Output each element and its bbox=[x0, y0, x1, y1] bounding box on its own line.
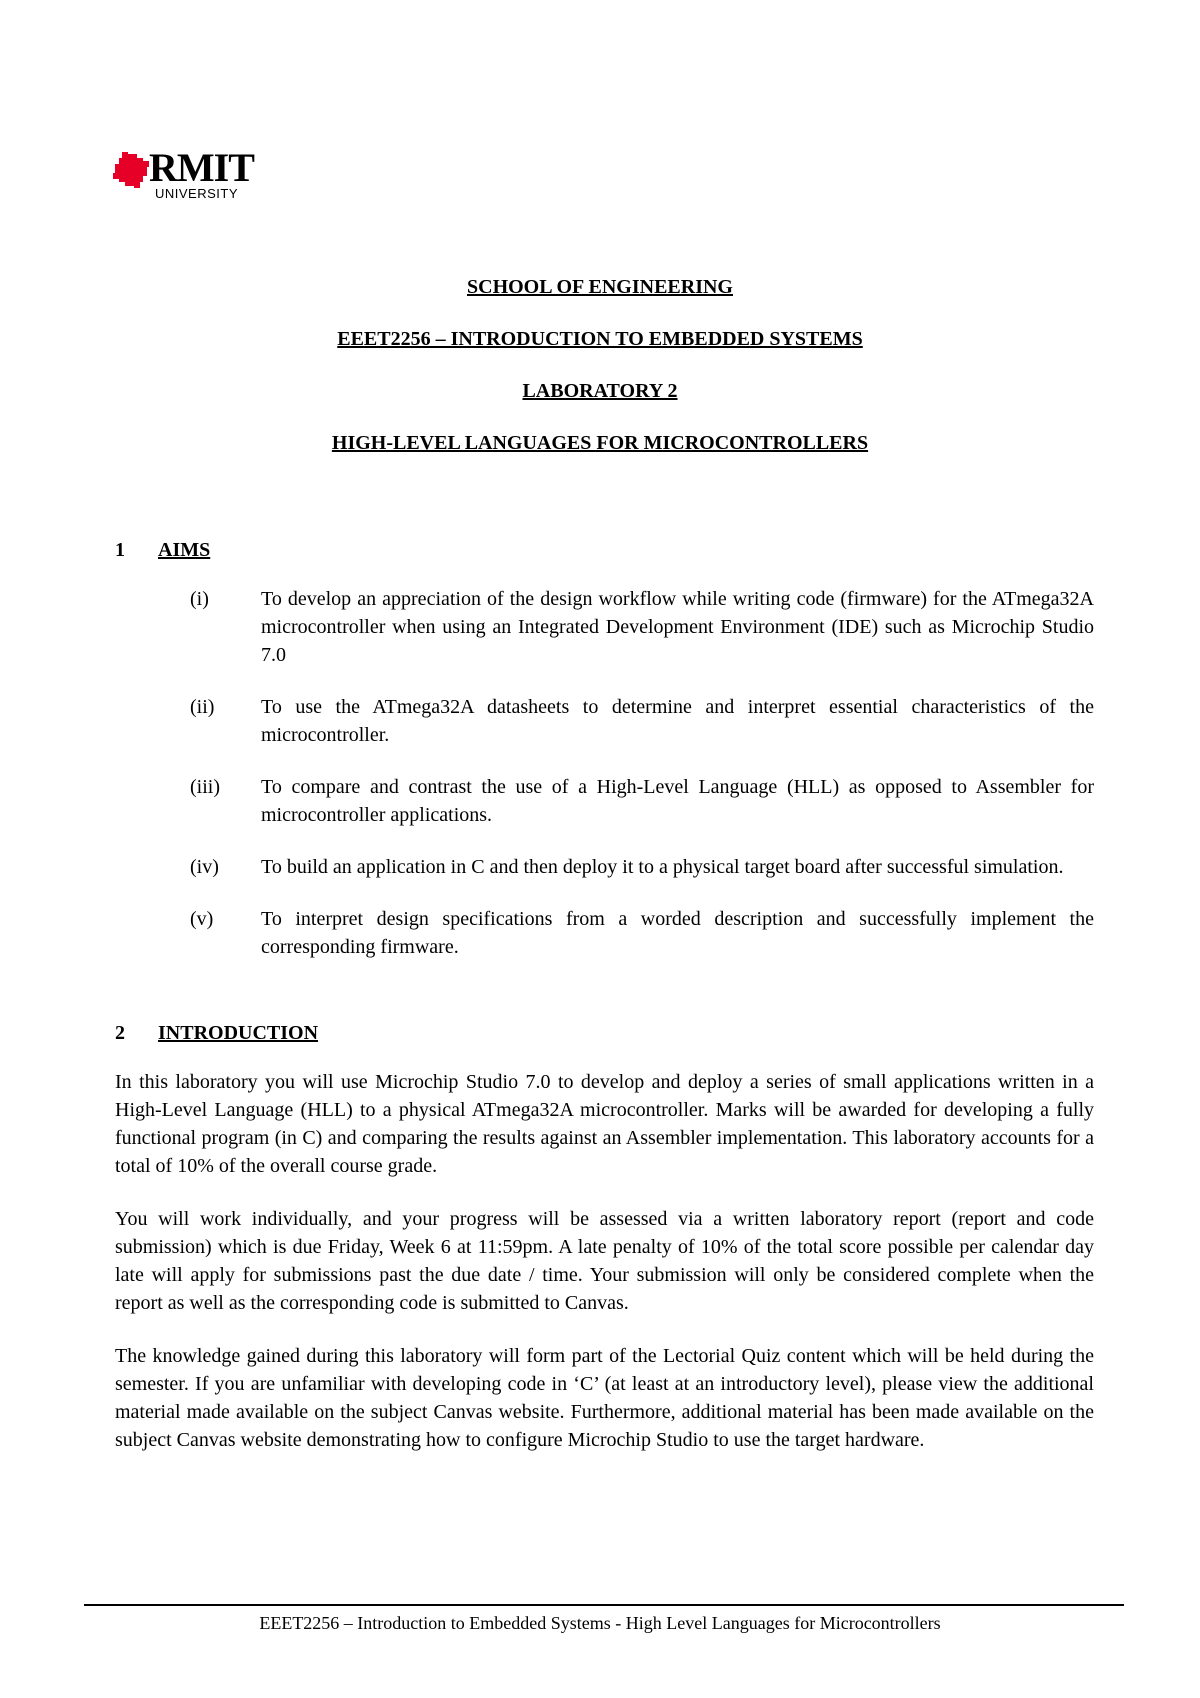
topic-title: HIGH-LEVEL LANGUAGES FOR MICROCONTROLLERS bbox=[331, 432, 869, 454]
aims-heading bbox=[115, 536, 210, 564]
logo-wordmark: RMIT bbox=[149, 145, 254, 190]
paragraph: You will work individually, and your progress will be assessed via a written laboratory report (report and code submission) which is due Friday, Week 6 at 11:59pm. A late penalty of 10% of the total score possible per calendar day late will apply for submissions past the due date / time. Your submission will only be considered complete when the report as well as the corresponding code is submitted to Canvas. bbox=[115, 1208, 1094, 1314]
paragraph: In this laboratory you will use Microchip Studio 7.0 to develop and deploy a series of small applications written in a High-Level Language (HLL) to a physical ATmega32A microcontroller. Marks will be awarded for developing a fully functional program (in C) and comparing the results against an Assembler implementation. This laboratory accounts for a total of 10% of the overall course grade. bbox=[115, 1071, 1094, 1177]
list-item-number: (ii) bbox=[190, 696, 215, 718]
list-item-text: To build an application in C and then deploy it to a physical target board after successful simulation. bbox=[261, 856, 1064, 878]
list-item-text: To develop an appreciation of the design workflow while writing code (firmware) for the ATmega32A microcontroller when using an Integrated Development Environment (IDE) such as Microchip Studio 7.0 bbox=[261, 588, 1094, 666]
paragraph: The knowledge gained during this laboratory will form part of the Lectorial Quiz content which will be held during the semester. If you are unfamiliar with developing code in ‘C’ (at least at an introductory level), please view the additional material made available on the subject Canvas website. Furthermore, additional material has been made available on the subject Canvas website demonstrating how to configure Microchip Studio to use the target hardware. bbox=[115, 1345, 1094, 1451]
list-item-number: (v) bbox=[190, 908, 214, 930]
aims-list bbox=[115, 585, 1094, 985]
list-item bbox=[115, 853, 1094, 881]
section-title: AIMS bbox=[158, 539, 211, 561]
school-title: SCHOOL OF ENGINEERING bbox=[467, 276, 733, 298]
introduction-body bbox=[115, 1068, 1094, 1479]
rmit-logo bbox=[113, 145, 263, 201]
list-item-text: To use the ATmega32A datasheets to determine and interpret essential characteristics of the microcontroller. bbox=[261, 696, 1094, 746]
list-item-number: (iii) bbox=[190, 776, 220, 798]
list-item bbox=[115, 773, 1094, 829]
section-number: 1 bbox=[115, 539, 125, 561]
list-item bbox=[115, 905, 1094, 961]
list-item-number: (i) bbox=[190, 588, 209, 610]
section-number: 2 bbox=[115, 1022, 125, 1044]
list-item-text: To interpret design specifications from a worded description and successfully implement the corresponding firmware. bbox=[261, 908, 1094, 958]
page-footer: EEET2256 – Introduction to Embedded Systems - High Level Languages for Microcontrollers bbox=[259, 1613, 941, 1633]
introduction-heading bbox=[115, 1019, 318, 1047]
list-item bbox=[115, 585, 1094, 669]
lab-title: LABORATORY 2 bbox=[522, 380, 678, 402]
list-item bbox=[115, 693, 1094, 749]
document-title-block bbox=[0, 272, 1200, 480]
list-item-text: To compare and contrast the use of a High-Level Language (HLL) as opposed to Assembler for microcontroller applications. bbox=[261, 776, 1094, 826]
logo-subtitle: UNIVERSITY bbox=[155, 186, 239, 201]
list-item-number: (iv) bbox=[190, 856, 219, 878]
footer-divider bbox=[84, 1604, 1124, 1606]
course-title: EEET2256 – INTRODUCTION TO EMBEDDED SYSTEMS bbox=[337, 328, 863, 350]
section-title: INTRODUCTION bbox=[158, 1022, 319, 1044]
rmit-pixel-star-icon bbox=[113, 152, 149, 188]
